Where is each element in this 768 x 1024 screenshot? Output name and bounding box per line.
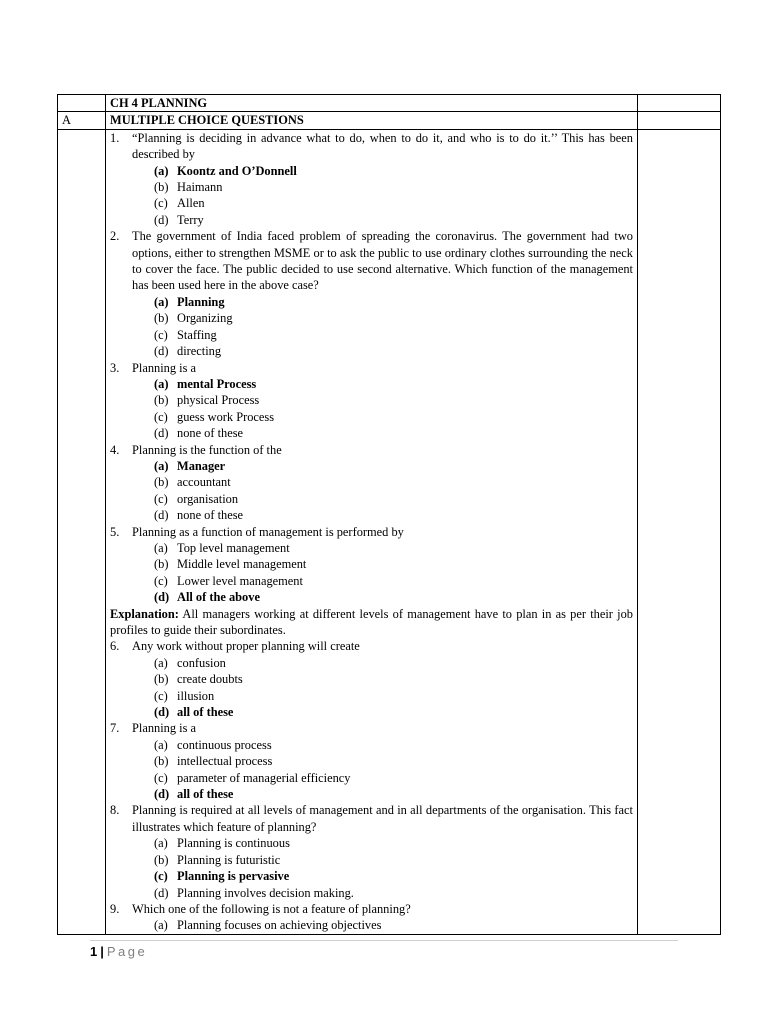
question-text: Planning is required at all levels of management and in all departments of the organisation. This fact illustrates which feature of planning? <box>132 803 633 834</box>
empty-cell <box>638 129 721 934</box>
option-text: Staffing <box>177 327 217 342</box>
option-letter: (a) <box>154 918 168 933</box>
option <box>110 392 633 408</box>
option-text: organisation <box>177 491 239 506</box>
option <box>110 179 633 195</box>
option-letter: (c) <box>154 770 168 785</box>
question <box>110 360 633 376</box>
option-letter: (c) <box>154 196 168 211</box>
option-text: Planning is futuristic <box>177 852 281 867</box>
question-text: “Planning is deciding in advance what to do, when to do it, and who is to do it.’’ This has been described by <box>132 130 633 162</box>
option <box>110 474 633 490</box>
option-correct <box>110 294 633 310</box>
option-letter: (d) <box>154 787 170 802</box>
option-text: Planning is continuous <box>177 836 290 851</box>
empty-cell <box>58 95 106 112</box>
option-text: none of these <box>177 508 244 523</box>
option-letter: (a) <box>154 540 168 555</box>
option-text: Koontz and O’Donnell <box>177 163 297 178</box>
option-text: illusion <box>177 688 215 703</box>
worksheet-table <box>57 94 721 935</box>
question-number: 1. <box>110 130 120 145</box>
questions-cell <box>106 129 638 934</box>
option-correct <box>110 458 633 474</box>
option-text: continuous process <box>177 737 272 752</box>
question-number: 6. <box>110 639 120 654</box>
chapter-row <box>58 95 721 112</box>
option <box>110 195 633 211</box>
option-letter: (b) <box>154 852 169 867</box>
empty-cell <box>638 95 721 112</box>
question <box>110 720 633 736</box>
empty-cell <box>58 129 106 934</box>
option-text: accountant <box>177 475 231 490</box>
option-letter: (a) <box>154 737 168 752</box>
question-number: 7. <box>110 721 120 736</box>
option <box>110 212 633 228</box>
option-letter: (c) <box>154 688 168 703</box>
option-letter: (b) <box>154 180 169 195</box>
option <box>110 310 633 326</box>
option <box>110 753 633 769</box>
option-text: Manager <box>177 458 226 473</box>
option <box>110 655 633 671</box>
option <box>110 573 633 589</box>
question-number: 4. <box>110 442 120 457</box>
footer-divider <box>90 940 678 941</box>
option-text: mental Process <box>177 376 257 391</box>
page-number: 1 <box>90 944 98 959</box>
option-text: Haimann <box>177 180 223 195</box>
option-letter: (d) <box>154 508 169 523</box>
option <box>110 425 633 441</box>
question-text: Planning as a function of management is performed by <box>132 524 404 539</box>
option-letter: (a) <box>154 458 169 473</box>
question <box>110 638 633 654</box>
option-letter: (b) <box>154 311 169 326</box>
question-text: Planning is a <box>132 721 197 736</box>
explanation-label: Explanation: <box>110 606 179 621</box>
page-label: Page <box>106 944 148 959</box>
option-letter: (c) <box>154 491 168 506</box>
option-text: all of these <box>177 787 234 802</box>
option-letter: (d) <box>154 885 169 900</box>
option-text: all of these <box>177 705 234 720</box>
option-text: Planning is pervasive <box>177 869 290 884</box>
option <box>110 917 633 933</box>
question-text: Planning is a <box>132 360 197 375</box>
question <box>110 442 633 458</box>
option-letter: (c) <box>154 409 168 424</box>
option-text: confusion <box>177 655 226 670</box>
option-text: directing <box>177 344 222 359</box>
question <box>110 802 633 835</box>
option-correct <box>110 868 633 884</box>
option-correct <box>110 786 633 802</box>
option-text: Terry <box>177 212 204 227</box>
option <box>110 491 633 507</box>
option-text: Middle level management <box>177 557 307 572</box>
page-footer <box>90 944 147 959</box>
explanation-text: All managers working at different levels of management have to plan in as per their job profiles to guide their subordinates. <box>110 606 633 637</box>
option-letter: (b) <box>154 393 169 408</box>
option <box>110 327 633 343</box>
question-number: 5. <box>110 524 120 539</box>
option-text: All of the above <box>177 590 260 605</box>
option-text: Planning involves decision making. <box>177 885 354 900</box>
chapter-title: CH 4 PLANNING <box>106 95 638 112</box>
option-letter: (d) <box>154 590 170 605</box>
option-text: guess work Process <box>177 409 275 424</box>
section-row <box>58 112 721 129</box>
question-number: 9. <box>110 901 120 916</box>
option <box>110 770 633 786</box>
option-text: parameter of managerial efficiency <box>177 770 351 785</box>
question-text: Planning is the function of the <box>132 442 282 457</box>
option-text: Organizing <box>177 311 233 326</box>
option-letter: (d) <box>154 212 169 227</box>
question-number: 8. <box>110 803 120 818</box>
option-letter: (c) <box>154 327 168 342</box>
option-text: Planning <box>177 294 225 309</box>
option-letter: (c) <box>154 869 168 884</box>
question <box>110 130 633 163</box>
option-letter: (b) <box>154 557 169 572</box>
option-text: Top level management <box>177 540 290 555</box>
option-letter: (a) <box>154 163 169 178</box>
option-correct <box>110 704 633 720</box>
questions-row <box>58 129 721 934</box>
option-letter: (a) <box>154 294 169 309</box>
option <box>110 852 633 868</box>
option-text: Lower level management <box>177 573 303 588</box>
option-text: physical Process <box>177 393 260 408</box>
option-letter: (a) <box>154 655 168 670</box>
option-letter: (b) <box>154 475 169 490</box>
option-letter: (d) <box>154 344 169 359</box>
option-letter: (c) <box>154 573 168 588</box>
option <box>110 409 633 425</box>
option-letter: (b) <box>154 754 169 769</box>
question-text: Which one of the following is not a feature of planning? <box>132 901 411 916</box>
explanation <box>110 606 633 639</box>
option-correct <box>110 376 633 392</box>
option <box>110 343 633 359</box>
option-text: Planning focuses on achieving objectives <box>177 918 382 933</box>
option <box>110 507 633 523</box>
option <box>110 737 633 753</box>
option <box>110 688 633 704</box>
question-number: 2. <box>110 229 120 244</box>
option-correct <box>110 163 633 179</box>
question <box>110 901 633 917</box>
footer-separator: | <box>100 944 104 959</box>
option-letter: (d) <box>154 705 170 720</box>
section-letter: A <box>58 112 106 129</box>
question-text: The government of India faced problem of spreading the coronavirus. The government had two options, either to strengthen MSME or to ask the public to use ordinary clothes surrounding the neck to cover the face. The public decided to use second alternative. Which function of the management has been used here in the above case? <box>132 229 633 293</box>
option <box>110 885 633 901</box>
option-correct <box>110 589 633 605</box>
option-letter: (a) <box>154 836 168 851</box>
option <box>110 556 633 572</box>
question-text: Any work without proper planning will create <box>132 639 360 654</box>
question <box>110 228 633 294</box>
option-text: none of these <box>177 426 244 441</box>
section-title: MULTIPLE CHOICE QUESTIONS <box>106 112 638 129</box>
option-letter: (d) <box>154 426 169 441</box>
question <box>110 524 633 540</box>
empty-cell <box>638 112 721 129</box>
option <box>110 671 633 687</box>
option-letter: (b) <box>154 672 169 687</box>
option-letter: (a) <box>154 376 169 391</box>
option-text: create doubts <box>177 672 243 687</box>
option <box>110 540 633 556</box>
question-number: 3. <box>110 360 120 375</box>
option <box>110 835 633 851</box>
option-text: Allen <box>177 196 205 211</box>
option-text: intellectual process <box>177 754 273 769</box>
